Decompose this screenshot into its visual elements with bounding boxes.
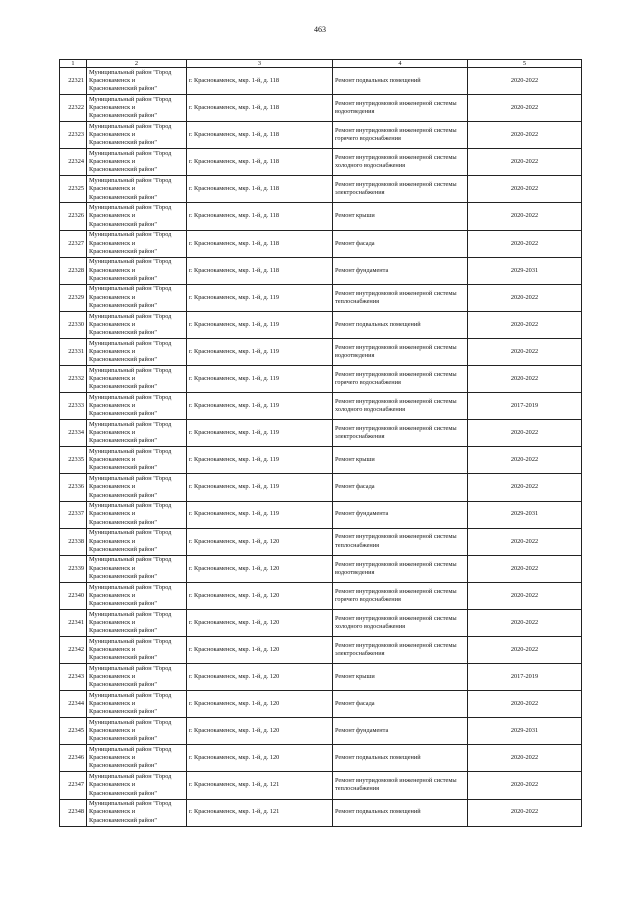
- work-type-cell: Ремонт внутридомовой инженерной системы теплоснабжения: [333, 772, 468, 799]
- table-row: [60, 555, 582, 582]
- work-type-cell: Ремонт подвальных помещений: [333, 311, 468, 338]
- work-type-cell: Ремонт внутридомовой инженерной системы электроснабжения: [333, 420, 468, 447]
- table-row: [60, 474, 582, 501]
- work-type-cell: Ремонт внутридомовой инженерной системы водоотведения: [333, 555, 468, 582]
- address-cell: г. Краснокаменск, мкр. 1-й, д. 120: [187, 664, 333, 691]
- years-cell: 2020-2022: [468, 555, 582, 582]
- district-cell: Муниципальный район "Город Краснокаменск и Краснокаменский район": [87, 745, 187, 772]
- work-type-cell: Ремонт фундамента: [333, 718, 468, 745]
- row-number: 22345: [60, 718, 87, 745]
- district-cell: Муниципальный район "Город Краснокаменск и Краснокаменский район": [87, 555, 187, 582]
- table-row: [60, 636, 582, 663]
- work-type-cell: Ремонт внутридомовой инженерной системы горячего водоснабжения: [333, 582, 468, 609]
- work-type-cell: Ремонт внутридомовой инженерной системы холодного водоснабжения: [333, 393, 468, 420]
- district-cell: Муниципальный район "Город Краснокаменск и Краснокаменский район": [87, 122, 187, 149]
- years-cell: 2020-2022: [468, 176, 582, 203]
- table-row: [60, 284, 582, 311]
- table-row: [60, 772, 582, 799]
- district-cell: Муниципальный район "Город Краснокаменск и Краснокаменский район": [87, 447, 187, 474]
- address-cell: г. Краснокаменск, мкр. 1-й, д. 119: [187, 447, 333, 474]
- work-type-cell: Ремонт внутридомовой инженерной системы горячего водоснабжения: [333, 366, 468, 393]
- address-cell: г. Краснокаменск, мкр. 1-й, д. 118: [187, 68, 333, 95]
- work-type-cell: Ремонт внутридомовой инженерной системы горячего водоснабжения: [333, 122, 468, 149]
- row-number: 22344: [60, 691, 87, 718]
- table-row: [60, 311, 582, 338]
- address-cell: г. Краснокаменск, мкр. 1-й, д. 119: [187, 393, 333, 420]
- row-number: 22342: [60, 636, 87, 663]
- years-cell: 2020-2022: [468, 311, 582, 338]
- address-cell: г. Краснокаменск, мкр. 1-й, д. 121: [187, 772, 333, 799]
- row-number: 22325: [60, 176, 87, 203]
- row-number: 22330: [60, 311, 87, 338]
- table-row: [60, 393, 582, 420]
- work-type-cell: Ремонт внутридомовой инженерной системы холодного водоснабжения: [333, 609, 468, 636]
- years-cell: 2020-2022: [468, 95, 582, 122]
- row-number: 22333: [60, 393, 87, 420]
- years-cell: 2020-2022: [468, 582, 582, 609]
- header-col-5: 5: [468, 60, 582, 68]
- work-type-cell: Ремонт крыши: [333, 447, 468, 474]
- address-cell: г. Краснокаменск, мкр. 1-й, д. 119: [187, 311, 333, 338]
- table-row: [60, 799, 582, 826]
- district-cell: Муниципальный район "Город Краснокаменск и Краснокаменский район": [87, 311, 187, 338]
- address-cell: г. Краснокаменск, мкр. 1-й, д. 120: [187, 636, 333, 663]
- address-cell: г. Краснокаменск, мкр. 1-й, д. 118: [187, 122, 333, 149]
- years-cell: 2020-2022: [468, 474, 582, 501]
- years-cell: 2020-2022: [468, 772, 582, 799]
- work-type-cell: Ремонт крыши: [333, 203, 468, 230]
- table-row: [60, 95, 582, 122]
- district-cell: Муниципальный район "Город Краснокаменск и Краснокаменский район": [87, 393, 187, 420]
- table-row: [60, 582, 582, 609]
- row-number: 22332: [60, 366, 87, 393]
- table-row: [60, 745, 582, 772]
- years-cell: 2020-2022: [468, 691, 582, 718]
- district-cell: Муниципальный район "Город Краснокаменск и Краснокаменский район": [87, 799, 187, 826]
- years-cell: 2029-2031: [468, 257, 582, 284]
- table-body: [60, 68, 582, 827]
- table-row: [60, 68, 582, 95]
- work-type-cell: Ремонт подвальных помещений: [333, 745, 468, 772]
- table-row: [60, 366, 582, 393]
- work-type-cell: Ремонт внутридомовой инженерной системы водоотведения: [333, 95, 468, 122]
- years-cell: 2020-2022: [468, 636, 582, 663]
- district-cell: Муниципальный район "Город Краснокаменск и Краснокаменский район": [87, 420, 187, 447]
- row-number: 22326: [60, 203, 87, 230]
- years-cell: 2020-2022: [468, 149, 582, 176]
- work-type-cell: Ремонт внутридомовой инженерной системы электроснабжения: [333, 636, 468, 663]
- address-cell: г. Краснокаменск, мкр. 1-й, д. 118: [187, 230, 333, 257]
- row-number: 22331: [60, 338, 87, 365]
- district-cell: Муниципальный район "Город Краснокаменск и Краснокаменский район": [87, 203, 187, 230]
- work-type-cell: Ремонт внутридомовой инженерной системы водоотведения: [333, 338, 468, 365]
- table-row: [60, 176, 582, 203]
- years-cell: 2020-2022: [468, 230, 582, 257]
- row-number: 22334: [60, 420, 87, 447]
- table-row: [60, 338, 582, 365]
- row-number: 22348: [60, 799, 87, 826]
- years-cell: 2020-2022: [468, 609, 582, 636]
- table-row: [60, 122, 582, 149]
- table-row: [60, 447, 582, 474]
- address-cell: г. Краснокаменск, мкр. 1-й, д. 118: [187, 95, 333, 122]
- header-row: [60, 60, 582, 68]
- work-type-cell: Ремонт фасада: [333, 691, 468, 718]
- district-cell: Муниципальный район "Город Краснокаменск и Краснокаменский район": [87, 664, 187, 691]
- district-cell: Муниципальный район "Город Краснокаменск и Краснокаменский район": [87, 230, 187, 257]
- row-number: 22346: [60, 745, 87, 772]
- work-type-cell: Ремонт внутридомовой инженерной системы электроснабжения: [333, 176, 468, 203]
- row-number: 22337: [60, 501, 87, 528]
- work-type-cell: Ремонт подвальных помещений: [333, 68, 468, 95]
- row-number: 22343: [60, 664, 87, 691]
- district-cell: Муниципальный район "Город Краснокаменск и Краснокаменский район": [87, 68, 187, 95]
- table-row: [60, 691, 582, 718]
- work-type-cell: Ремонт фундамента: [333, 501, 468, 528]
- address-cell: г. Краснокаменск, мкр. 1-й, д. 120: [187, 718, 333, 745]
- address-cell: г. Краснокаменск, мкр. 1-й, д. 118: [187, 149, 333, 176]
- address-cell: г. Краснокаменск, мкр. 1-й, д. 120: [187, 582, 333, 609]
- years-cell: 2020-2022: [468, 799, 582, 826]
- years-cell: 2020-2022: [468, 447, 582, 474]
- years-cell: 2020-2022: [468, 420, 582, 447]
- row-number: 22338: [60, 528, 87, 555]
- district-cell: Муниципальный район "Город Краснокаменск и Краснокаменский район": [87, 582, 187, 609]
- district-cell: Муниципальный район "Город Краснокаменск и Краснокаменский район": [87, 528, 187, 555]
- table-row: [60, 718, 582, 745]
- years-cell: 2029-2031: [468, 718, 582, 745]
- address-cell: г. Краснокаменск, мкр. 1-й, д. 118: [187, 257, 333, 284]
- district-cell: Муниципальный район "Город Краснокаменск и Краснокаменский район": [87, 366, 187, 393]
- years-cell: 2020-2022: [468, 745, 582, 772]
- years-cell: 2020-2022: [468, 338, 582, 365]
- district-cell: Муниципальный район "Город Краснокаменск и Краснокаменский район": [87, 501, 187, 528]
- address-cell: г. Краснокаменск, мкр. 1-й, д. 119: [187, 501, 333, 528]
- header-col-1: 1: [60, 60, 87, 68]
- row-number: 22321: [60, 68, 87, 95]
- address-cell: г. Краснокаменск, мкр. 1-й, д. 119: [187, 474, 333, 501]
- years-cell: 2020-2022: [468, 122, 582, 149]
- work-type-cell: Ремонт фасада: [333, 230, 468, 257]
- work-type-cell: Ремонт внутридомовой инженерной системы теплоснабжения: [333, 528, 468, 555]
- years-cell: 2017-2019: [468, 393, 582, 420]
- row-number: 22336: [60, 474, 87, 501]
- table-row: [60, 420, 582, 447]
- work-type-cell: Ремонт фундамента: [333, 257, 468, 284]
- row-number: 22329: [60, 284, 87, 311]
- table-header: [60, 60, 582, 68]
- address-cell: г. Краснокаменск, мкр. 1-й, д. 121: [187, 799, 333, 826]
- work-type-cell: Ремонт крыши: [333, 664, 468, 691]
- header-col-4: 4: [333, 60, 468, 68]
- work-type-cell: Ремонт внутридомовой инженерной системы холодного водоснабжения: [333, 149, 468, 176]
- district-cell: Муниципальный район "Город Краснокаменск и Краснокаменский район": [87, 257, 187, 284]
- page-number: 463: [314, 25, 326, 34]
- table-row: [60, 230, 582, 257]
- years-cell: 2017-2019: [468, 664, 582, 691]
- district-cell: Муниципальный район "Город Краснокаменск и Краснокаменский район": [87, 284, 187, 311]
- row-number: 22323: [60, 122, 87, 149]
- address-cell: г. Краснокаменск, мкр. 1-й, д. 118: [187, 203, 333, 230]
- address-cell: г. Краснокаменск, мкр. 1-й, д. 120: [187, 555, 333, 582]
- header-col-2: 2: [87, 60, 187, 68]
- table-row: [60, 257, 582, 284]
- address-cell: г. Краснокаменск, мкр. 1-й, д. 118: [187, 176, 333, 203]
- district-cell: Муниципальный район "Город Краснокаменск и Краснокаменский район": [87, 609, 187, 636]
- district-cell: Муниципальный район "Город Краснокаменск и Краснокаменский район": [87, 149, 187, 176]
- row-number: 22335: [60, 447, 87, 474]
- address-cell: г. Краснокаменск, мкр. 1-й, д. 119: [187, 366, 333, 393]
- header-col-3: 3: [187, 60, 333, 68]
- work-type-cell: Ремонт внутридомовой инженерной системы теплоснабжения: [333, 284, 468, 311]
- table-row: [60, 609, 582, 636]
- table-row: [60, 149, 582, 176]
- address-cell: г. Краснокаменск, мкр. 1-й, д. 120: [187, 528, 333, 555]
- district-cell: Муниципальный район "Город Краснокаменск и Краснокаменский район": [87, 636, 187, 663]
- years-cell: 2020-2022: [468, 366, 582, 393]
- table-row: [60, 664, 582, 691]
- district-cell: Муниципальный район "Город Краснокаменск и Краснокаменский район": [87, 772, 187, 799]
- years-cell: 2029-2031: [468, 501, 582, 528]
- address-cell: г. Краснокаменск, мкр. 1-й, д. 119: [187, 420, 333, 447]
- district-cell: Муниципальный район "Город Краснокаменск и Краснокаменский район": [87, 95, 187, 122]
- row-number: 22341: [60, 609, 87, 636]
- district-cell: Муниципальный район "Город Краснокаменск и Краснокаменский район": [87, 338, 187, 365]
- address-cell: г. Краснокаменск, мкр. 1-й, д. 120: [187, 691, 333, 718]
- years-cell: 2020-2022: [468, 528, 582, 555]
- row-number: 22328: [60, 257, 87, 284]
- address-cell: г. Краснокаменск, мкр. 1-й, д. 120: [187, 609, 333, 636]
- table-row: [60, 528, 582, 555]
- row-number: 22324: [60, 149, 87, 176]
- address-cell: г. Краснокаменск, мкр. 1-й, д. 119: [187, 284, 333, 311]
- years-cell: 2020-2022: [468, 203, 582, 230]
- district-cell: Муниципальный район "Город Краснокаменск и Краснокаменский район": [87, 718, 187, 745]
- years-cell: 2020-2022: [468, 68, 582, 95]
- row-number: 22339: [60, 555, 87, 582]
- address-cell: г. Краснокаменск, мкр. 1-й, д. 119: [187, 338, 333, 365]
- table-row: [60, 501, 582, 528]
- row-number: 22340: [60, 582, 87, 609]
- registry-table: [59, 59, 582, 827]
- address-cell: г. Краснокаменск, мкр. 1-й, д. 120: [187, 745, 333, 772]
- years-cell: 2020-2022: [468, 284, 582, 311]
- row-number: 22322: [60, 95, 87, 122]
- row-number: 22327: [60, 230, 87, 257]
- table-row: [60, 203, 582, 230]
- work-type-cell: Ремонт фасада: [333, 474, 468, 501]
- district-cell: Муниципальный район "Город Краснокаменск и Краснокаменский район": [87, 176, 187, 203]
- district-cell: Муниципальный район "Город Краснокаменск и Краснокаменский район": [87, 474, 187, 501]
- work-type-cell: Ремонт подвальных помещений: [333, 799, 468, 826]
- row-number: 22347: [60, 772, 87, 799]
- district-cell: Муниципальный район "Город Краснокаменск и Краснокаменский район": [87, 691, 187, 718]
